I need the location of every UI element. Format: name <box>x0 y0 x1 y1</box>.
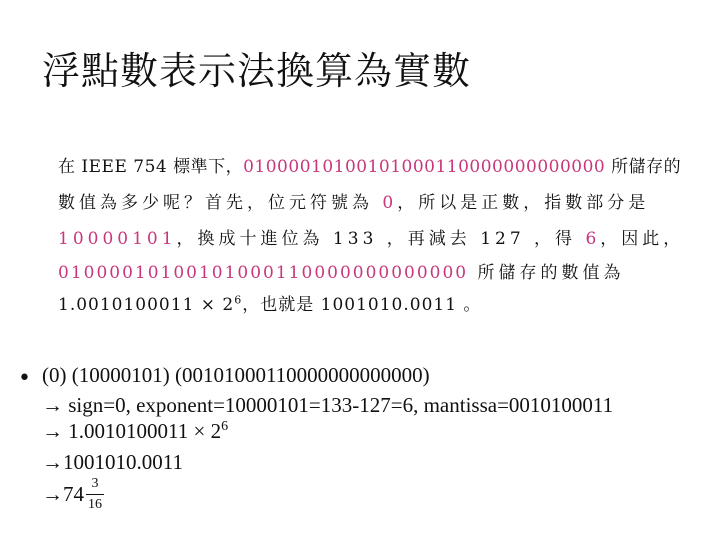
superscript: 6 <box>221 419 229 434</box>
text: 在 IEEE 754 標準下， <box>58 157 244 177</box>
fraction <box>86 476 104 513</box>
para-line-1 <box>58 152 681 177</box>
text: 1.0010100011 × 2 <box>58 295 235 315</box>
text: → 1.0010100011 × 2 <box>42 419 222 443</box>
fraction-numerator: 3 <box>91 476 99 491</box>
text: 所儲存的數值為 <box>468 263 625 283</box>
bits-grouped: 01000010100101000110000000000000 <box>58 263 469 283</box>
bullet-line-3 <box>42 419 228 444</box>
bullet-line-1: (0) (10000101) (00101000110000000000000) <box>42 363 430 387</box>
bits-original: 01000010100101000110000000000000 <box>243 157 606 177</box>
bullet-mark: • <box>18 366 31 391</box>
bullet-line-4: →1001010.0011 <box>42 450 183 474</box>
para-line-5 <box>58 290 481 315</box>
exponent-bits: 10000101 <box>58 229 177 249</box>
bullet-line-2: → sign=0, exponent=10000101=133-127=6, mantissa=0010100011 <box>42 393 614 417</box>
sign-bit: 0 <box>382 193 398 213</box>
text: 數值為多少呢？首先，位元符號為 <box>58 193 383 213</box>
mixed-number-whole: →74 <box>42 482 84 506</box>
para-line-3 <box>58 224 684 249</box>
fraction-denominator: 16 <box>88 497 102 512</box>
para-line-2 <box>58 188 649 213</box>
fraction-bar <box>86 494 104 495</box>
bullet-line-5 <box>42 476 104 513</box>
superscript: 6 <box>234 293 243 307</box>
exponent-value: 6 <box>585 229 601 249</box>
text: ，因此， <box>600 229 685 249</box>
text: ，也就是 1001010.0011 。 <box>242 295 482 315</box>
text: ，換成十進位為 133 ，再減去 127 ，得 <box>176 229 586 249</box>
para-line-4 <box>58 258 625 283</box>
slide-title: 浮點數表示法換算為實數 <box>42 49 472 93</box>
text: ，所以是正數，指數部分是 <box>397 193 650 213</box>
text: 所儲存的 <box>605 157 682 177</box>
